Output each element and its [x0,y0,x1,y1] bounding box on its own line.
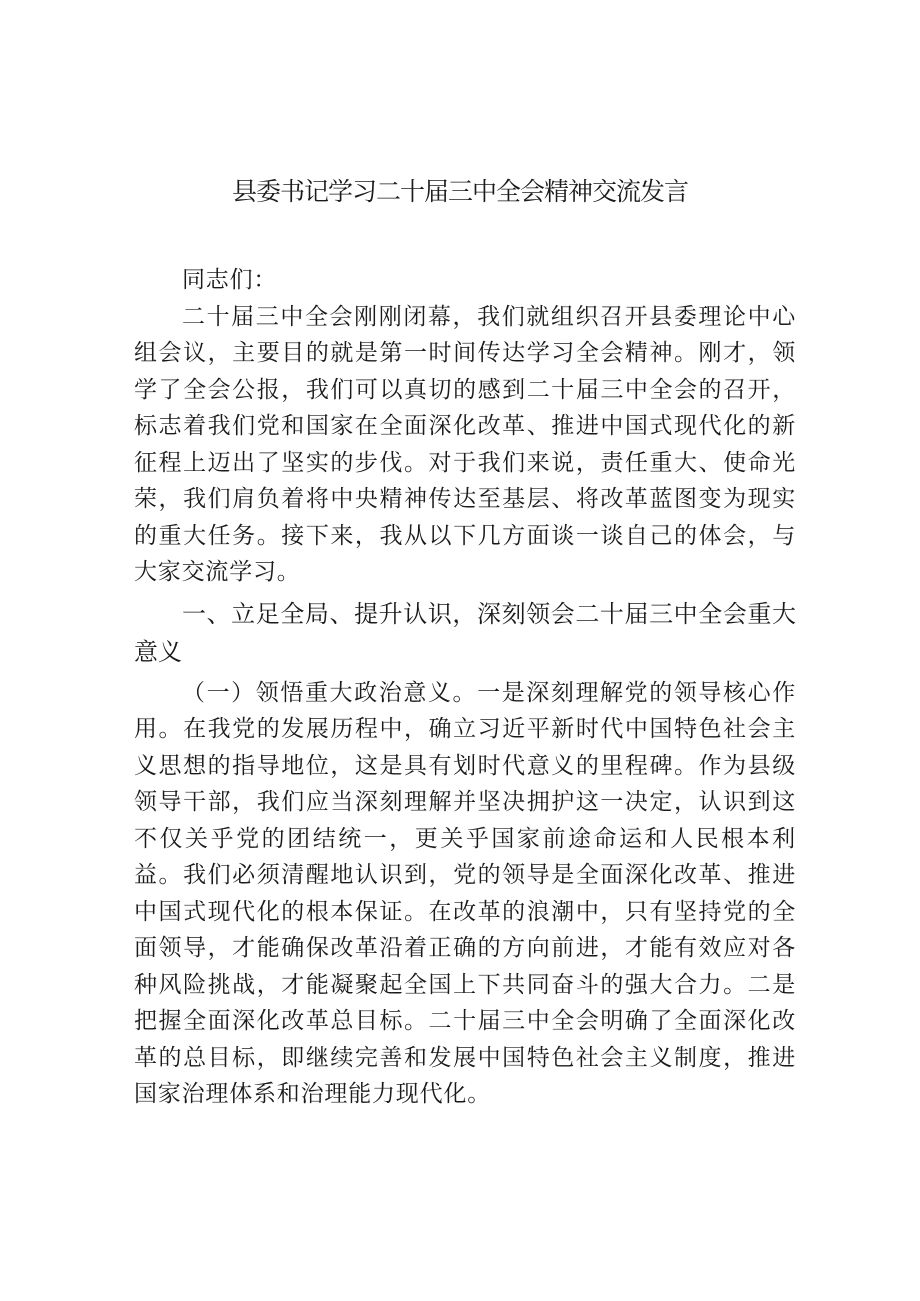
section-heading: 一、立足全局、提升认识，深刻领会二十届三中全会重大意义 [134,599,796,666]
document-body [134,262,796,1113]
document-title: 县委书记学习二十届三中全会精神交流发言 [231,177,688,206]
salutation: 同志们： [182,267,278,293]
intro-paragraph: 二十届三中全会刚刚闭幕，我们就组织召开县委理论中心组会议，主要目的就是第一时间传达学习全会精神。刚才，领学了全会公报，我们可以真切的感到二十届三中全会的召开，标志着我们党和国家在全面深化改革、推进中国式现代化的新征程上迈出了坚实的步伐。对于我们来说，责任重大、使命光荣，我们肩负着将中央精神传达至基层、将改革蓝图变为现实的重大任务。接下来，我从以下几方面谈一谈自己的体会，与大家交流学习。 [134,303,796,585]
section-paragraph: （一）领悟重大政治意义。一是深刻理解党的领导核心作用。在我党的发展历程中，确立习近平新时代中国特色社会主义思想的指导地位，这是具有划时代意义的里程碑。作为县级领导干部，我们应当深刻理解并坚决拥护这一决定，认识到这不仅关乎党的团结统一，更关乎国家前途命运和人民根本利益。我们必须清醒地认识到，党的领导是全面深化改革、推进中国式现代化的根本保证。在改革的浪潮中，只有坚持党的全面领导，才能确保改革沿着正确的方向前进，才能有效应对各种风险挑战，才能凝聚起全国上下共同奋斗的强大合力。二是把握全面深化改革总目标。二十届三中全会明确了全面深化改革的总目标，即继续完善和发展中国特色社会主义制度，推进国家治理体系和治理能力现代化。 [134,679,796,1107]
